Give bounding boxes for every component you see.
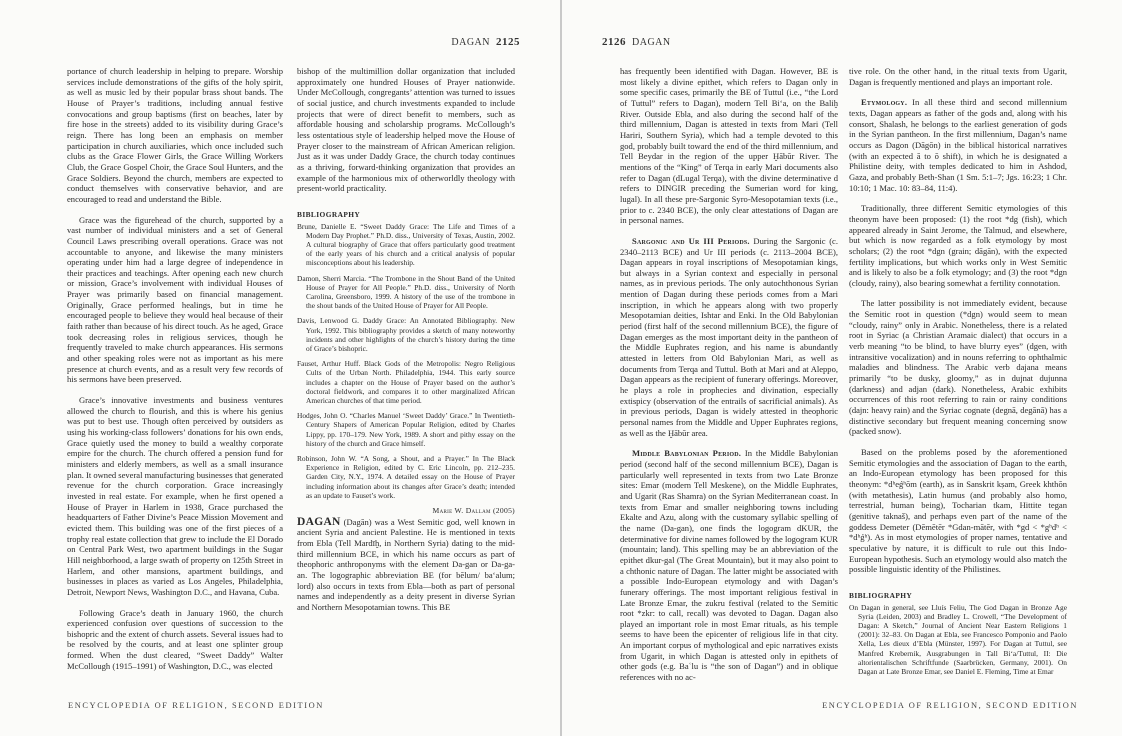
right-column-1	[620, 66, 838, 683]
running-head-right	[602, 36, 671, 48]
page-number-left: 2125	[496, 36, 520, 48]
bibliography-heading: BIBLIOGRAPHY	[297, 209, 361, 219]
paragraph: bishop of the multimillion dollar organization that included approximately one hundred Houses of Prayer nationwide. Under McCollough, congregants’ attention was turned to issues of social justice, and church investments expanded to include projects that were of direct benefit to members, such as affordable housing and scholarship programs. McCollough’s less ostentatious style of leadership helped move the House of Prayer closer to the mainstream of African American religion. Just as it was under Daddy Grace, the church today continues as a thriving, forward-thinking organization that provides an example of the harmonious mix of otherworldly theology with present-world practicality.	[297, 66, 515, 194]
left-column-2	[297, 66, 515, 613]
section-paragraph	[620, 448, 838, 682]
section-heading: Middle Babylonian Period.	[632, 448, 742, 459]
author-signature: Marie W. Dallam (2005)	[432, 506, 515, 516]
bibliography-entry: Brune, Danielle E. “Sweet Daddy Grace: The Life and Times of a Modern Day Prophet.” Ph.D. diss., University of Texas, Austin, 2002. A cultural biography of Grace that offers particularly good treatment of the early years of his church and a critical analysis of popular misconceptions about his leadership.	[297, 221, 515, 268]
running-foot-right: ENCYCLOPEDIA OF RELIGION, SECOND EDITION	[822, 701, 1078, 710]
running-head-left	[451, 36, 520, 48]
section-paragraph	[849, 97, 1067, 193]
section-paragraph	[620, 236, 838, 438]
right-column-2	[849, 66, 1067, 682]
section-heading: Etymology.	[861, 97, 908, 108]
paragraph-text: In all these third and second millennium texts, Dagan appears as father of the gods and, along with his consort, Shalash, he belongs to the earliest generation of gods in the Syrian pantheon. In the first millennium, Dagan’s name occurs as Dagon (Dāgōn) in the biblical historical narratives (with an expected ā to ō shift), in which he is designated a Philistine deity, with temples dedicated to him in Ashdod, Gaza, and probably Beth-Shan (1 Sm. 5:1–7; Jgs. 16:23; 1 Chr. 10:10; 1 Mac. 10: 83–84, 11:4).	[849, 97, 1067, 193]
bibliography-entry: Fauset, Arthur Huff. Black Gods of the Metropolis: Negro Religious Cults of the Urban North. Philadelphia, 1944. This early source includes a chapter on the House of Prayer based on the author’s doctoral fieldwork, and compares it to other marginalized African American churches of that time period.	[297, 359, 515, 405]
paragraph: Grace was the figurehead of the church, supported by a vast number of individual ministers and a set of General Council Laws prescribing overall operations. Grace was not accountable to anyone, and likewise the many ministers operating under him had a large degree of independence in their practices and teachings. After opening each new church or mission, Grace’s involvement with individual Houses of Prayer was primarily based on financial management. Originally, Grace performed healings, but in time he encouraged people to believe they would heal because of their faith rather than because of his direct touch. As he aged, Grace took decreasing roles in religious services, though he frequently traveled to make church appearances. His sermons and other speaking roles were not as important as his mere presence at church events, and as a result very few records of his sermons have been preserved.	[67, 214, 283, 385]
section-heading: Sargonic and Ur III Periods.	[632, 235, 750, 246]
left-page	[0, 0, 560, 736]
paragraph: Following Grace’s death in January 1960, the church experienced confusion over questions of succession to the bishopric and the extent of church assets. Several issues had to be resolved by the courts, and at least one splinter group formed. When the dust cleared, “Sweet Daddy” Walter McCollough (1915–1991) of Washington, D.C., was elected	[67, 607, 283, 671]
paragraph: has frequently been identified with Dagan. However, BE is most likely a divine epithet, which refers to Dagan only in some specific cases, primarily the BE of Tuttul (i.e., “the Lord of Tuttul” refers to Dagan), modern Tell Bi‘a, on the Baliḫ River. Outside Ebla, and also during the second half of the third millennium, Dagan is attested in texts from Mari (Tell Hariri, Southern Syria), which had a temple devoted to this god, probably built toward the end of the third millennium, and Tell Beydar in the region of the upper Ḫābūr River. The mentions of the “King” of Terqa in early Mari documents also refer to Dagan (dLugal Terqa), with the divine determinative d refers to DINGIR preceding the Sumerian word for king, lugal). In all these pre-Sargonic Syro-Mesopotamian texts (i.e., prior to c. 2340 BCE), the only clear attestations of Dagan are in personal names.	[620, 66, 838, 226]
running-foot-left: ENCYCLOPEDIA OF RELIGION, SECOND EDITION	[68, 701, 324, 710]
bibliography-entry: On Dagan in general, see Lluís Feliu, The God Dagan in Bronze Age Syria (Leiden, 2003) and Bradley L. Crowell, “The Development of Dagan: A Sketch,” Journal of Ancient Near Eastern Religions 1 (2001): 32–83. On Dagan at Ebla, see Francesco Pomponio and Paolo Xella, Les dieux d’Ebla (Münster, 1997). For Dagan at Tuttul, see Manfred Krebernik, Ausgrabungen in Tall Bi‘a/Tuttul, II: Die altorientalischen Schriftfunde (Saarbrücken, Germany, 2001). On Dagan at Late Bronze Emar, see Daniel E. Fleming, Time at Emar	[849, 602, 1067, 676]
paragraph: Based on the problems posed by the aforementioned Semitic etymologies and the association of Dagan to the earth, an Indo-European etymology has been proposed for this theonym: *dʰeǵʰōm (earth), as in Sanskrit kṣam, Greek khthōn (with metathesis), Latin humus (and probably also homo, terrestrial, human being), Tocharian tkam, Hittite tegan (genitive taknaš), and perhaps even part of the name of the goddess Demeter (Dēmētēr *Gdan-mātēr, with *gd < *gʰdʰ < *dʰǵʰ). As in most etymologies of proper names, tentative and speculative by nature, it is difficult to rule out this Indo-European hypothesis. Such an etymology would also match the possible linguistic identity of the Philistines.	[849, 447, 1067, 575]
entry-start	[297, 517, 515, 613]
entry-title: DAGAN	[297, 515, 341, 528]
bibliography-entry: Hodges, John O. “Charles Manuel ‘Sweet Daddy’ Grace.” In Twentieth-Century Shapers of American Popular Religion, edited by Charles Lippy, pp. 170–179. New York, 1989. A short and pithy essay on the history of the church and Grace himself.	[297, 411, 515, 448]
bibliography-heading: BIBLIOGRAPHY	[849, 590, 913, 600]
paragraph: portance of church leadership in helping to prepare. Worship services include demonstrations of the gifts of the holy spirit, as well as music led by their popular brass shout bands. The House of Prayer’s traditions, including annual festive convocations and group baptisms (first on beaches, later by fire hose in the streets) added to its visibility during Grace’s reign. There has long been an emphasis on member participation in church auxiliaries, which once included such clubs as the Grace Flower Girls, the Grace Willing Workers Club, the Grace Gospel Choir, the Grace Soul Hunters, and the Grace Soldiers. Beyond the church, members are expected to conduct themselves with conservative behavior, and are encouraged to read and understand the Bible.	[67, 66, 283, 204]
page-number-right: 2126	[602, 36, 626, 48]
paragraph: tive role. On the other hand, in the ritual texts from Ugarit, Dagan is frequently mentioned and plays an important role.	[849, 66, 1067, 87]
running-head-title: DAGAN	[632, 37, 671, 48]
paragraph: Traditionally, three different Semitic etymologies of this theonym have been proposed: (1) the root *dg (fish), which appeared already in Saint Jerome, the Talmud, and elsewhere, but which is now regarded as a folk etymology by most scholars; (2) the root *dgn (grain; dāgān), with the expected fertility implications, but which works only in West Semitic and is likely to also be a folk etymology; and (3) the root *dgn (cloudy, rainy), also bearing somewhat a fertility connotation.	[849, 203, 1067, 288]
left-column-1	[67, 66, 283, 671]
paragraph: Grace’s innovative investments and business ventures allowed the church to flourish, and this is where his genius was put to best use. Though often perceived by outsiders as using his working-class followers’ donations for his own ends, Grace quietly used the money to build a wealthy corporate empire for the church. The church offered a pension fund for ministers and elderly members, as well as a small insurance plan. It owned several manufacturing businesses that generated revenue for the church corporation. Grace increasingly invested in real estate. For example, when he first opened a House of Prayer in Harlem in 1938, Grace purchased the headquarters of Father Divine’s Peace Mission Movement and evicted them. This building was one of the first pieces of a trophy real estate collection that grew to include the El Dorado on Central Park West, two apartment buildings in the Sugar Hill neighborhood, a large swath of property on 125th Street in Harlem, and other mansions, apartment buildings, and businesses in places as varied as Los Angeles, Philadelphia, Detroit, Newport News, Washington D.C., and Havana, Cuba.	[67, 395, 283, 597]
bibliography-entry: Davis, Lenwood G. Daddy Grace: An Annotated Bibliography. New York, 1992. This bibliography provides a sketch of many noteworthy incidents and other highlights of the church’s history during the time of Grace’s bishopric.	[297, 316, 515, 353]
entry-text: (Dagān) was a West Semitic god, well known in ancient Syria and ancient Palestine. He is mentioned in texts from Ebla (Tell Mardīḫ, in Northern Syria) dating to the mid-third millennium BCE, in which his name occurs as part of theophoric anthroponyms with the element Da-gan or Da-ga-an. The logographic abbreviation BE (for bēlum/ ba‘alum; lord) also occurs in texts from Ebla—both as part of personal names and independently as a deity present in diverse Syrian and Northern Mesopotamian towns. This BE	[297, 516, 515, 612]
running-head-title: DAGAN	[451, 37, 490, 48]
right-page	[562, 0, 1122, 736]
paragraph-text: During the Sargonic (c. 2340–2113 BCE) and Ur III periods (c. 2113–2004 BCE), Dagan appears in royal inscriptions of Mesopotamian kings, but always in a Syrian context and especially in personal names, as in previous periods. The only autochthonous Syrian mention of Dagan during these periods comes from a Mari inscription, in which he appears along with two properly Mesopotamian deities, Ishtar and Enki. In the Old Babylonian period (first half of the second millennium BCE), the figure of Dagan emerges as the most important deity in the pantheon of the Middle Euphrates region, and his name is abundantly attested in letters from Old Babylonian Mari, as well as documents from Terqa and Tuttul. Both at Mari and at Aleppo, Dagan appears as the recipient of funerary offerings. Moreover, he plays a role in prophecies and divination, especially extispicy (observation of the entrails of sacrificial animals). As in previous periods, Dagan is widely attested in theophoric personal names from the Middle and Upper Euphrates regions, as well as the Ḫābūr area.	[620, 235, 838, 438]
bibliography-entry: Damon, Sherri Marcia. “The Trombone in the Shout Band of the United House of Prayer for All People.” Ph.D. diss., University of North Carolina, Greensboro, 1999. A history of the use of the trombone in the shout bands of the United House of Prayer for All People.	[297, 273, 515, 311]
paragraph: The latter possibility is not immediately evident, because the Semitic root in question (*dgn) would seem to mean “cloudy, rainy” only in Arabic. Nonetheless, there is a related root in Syriac (a Christian Aramaic dialect) that occurs in a verb meaning “to be blind, to have blurry eyes” (dgen, with intransitive vocalization) and in nouns referring to ophthalmic maladies and blindness. The Arabic verb dajana means primarily “to be dusky, gloomy,” as in dujnat dujunna (darkness) and adjan (dark). Nonetheless, Arabic exhibits occurrences of this root referring to rain or rainy conditions (dajn: heavy rain) and the Syriac cognate (degnā, degānā) has a distinctive secondary but frequent meaning concerning snow (packed snow).	[849, 298, 1067, 437]
paragraph-text: In the Middle Babylonian period (second half of the second millennium BCE), Dagan is particularly well represented in texts from two Late Bronze sites: Emar (modern Tell Meskene), on the Middle Euphrates, and Ugarit (Ras Shamra) on the Syrian Mediterranean coast. In texts from Emar and smaller neighboring towns including Ekalte and Azu, along with the customary syllabic spelling of the name (Da-gan), one finds the logogram dKUR, the determinative for divine names followed by the logogram KUR (mountain; land). This spelling may be an abbreviation of the epithet dkur-gal (The Great Mountain), but it may also point to a chthonic nature of Dagan. The latter might be associated with a possible Indo-European etymology and with Dagan’s funerary offerings. The most important religious festival in Late Bronze Emar, the zukru festival (related to the Semitic root *zkr: to call, recall) was devoted to Dagan. Dagan also played an important role in most Emar rituals, as his temple seems to have been the epicenter of religious life in that city. An important corpus of mythological and epic narratives exists from Ugarit, in which Dagan is attested only in epithets of other gods (e.g. Baʿlu is “the son of Dagan”) and in oblique references with no ac-	[620, 448, 838, 683]
bibliography-entry: Robinson, John W. “A Song, a Shout, and a Prayer.” In The Black Experience in Religion, edited by C. Eric Lincoln, pp. 212–235. Garden City, N.Y., 1974. A detailed essay on the House of Prayer including information about its changes after Grace’s death; intended as an update to Fauset’s work.	[297, 454, 515, 500]
